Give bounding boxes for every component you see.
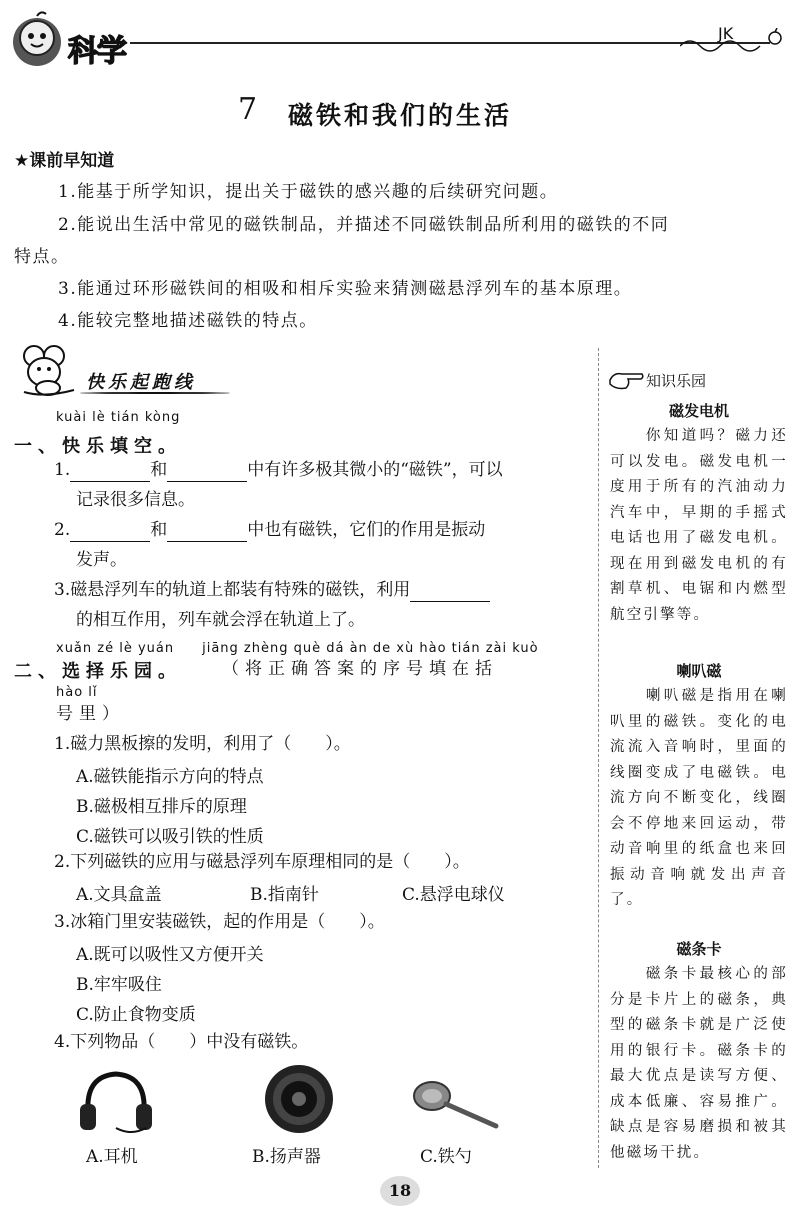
q1-option-b[interactable]: B.磁极相互排斥的原理 <box>76 797 247 817</box>
fill-question-3 <box>54 578 490 602</box>
article-1-body: 你知道吗？磁力还可以发电。磁发电机一度用于所有的汽油动力汽车中，早期的手摇式电话也用了磁发电机。现在用到磁发电机的有割草机、电锯和内燃型航空引擎等。 <box>610 428 788 623</box>
q4-option-a[interactable]: A.耳机 <box>86 1147 138 1167</box>
mouse-mascot-icon <box>14 342 84 401</box>
q2-option-c[interactable]: C.悬浮电球仪 <box>402 885 505 905</box>
q1-blank-2[interactable] <box>167 463 247 482</box>
article-2-heading: 喇叭磁 <box>676 662 722 680</box>
q2-text: 中也有磁铁，它们的作用是振动 <box>247 520 486 540</box>
objective-2-cont: 特点。 <box>14 247 70 267</box>
fill-question-2 <box>54 518 485 542</box>
q1-text: 中有许多极其微小的“磁铁”，可以 <box>247 460 503 480</box>
page-number: 18 <box>380 1176 420 1206</box>
section2-pinyin: xuǎn zé lè yuán jiāng zhèng què dá àn de xù hào tián zài kuò <box>56 641 539 656</box>
article-2-body: 喇叭磁是指用在喇叭里的磁铁。变化的电流流入音响时，里面的线圈变成了电磁铁。电流方向不断变化，线圈会不停地来回运动，带动音响里的纸盒也来回振动音响就发出声音了。 <box>610 688 788 908</box>
sidebar-title: 知识乐园 <box>646 372 707 390</box>
q3-text: 3.磁悬浮列车的轨道上都装有特殊的磁铁，利用 <box>54 580 411 600</box>
header-rule <box>130 42 770 44</box>
q1-option-c[interactable]: C.磁铁可以吸引铁的性质 <box>76 827 264 847</box>
q1-and: 和 <box>150 460 168 480</box>
q2-number: 2. <box>54 520 71 540</box>
start-line-banner: 快乐起跑线 <box>86 372 196 393</box>
choice-question-3: 3.冰箱门里安装磁铁，起的作用是（ ）。 <box>54 912 385 932</box>
q2-and: 和 <box>150 520 168 540</box>
q4-option-c[interactable]: C.铁勺 <box>420 1147 472 1167</box>
fill-question-1 <box>54 458 503 482</box>
article-1-heading: 磁发电机 <box>668 402 729 420</box>
spoon-image <box>410 1074 500 1138</box>
mascot-logo <box>6 8 68 70</box>
objective-2: 2.能说出生活中常见的磁铁制品，并描述不同磁铁制品所利用的磁铁的不同 <box>58 215 670 235</box>
subject-label: 科学 <box>68 34 126 69</box>
header-swirl-icon <box>680 28 790 62</box>
q2-option-a[interactable]: A.文具盒盖 <box>76 885 162 905</box>
article-3-heading: 磁条卡 <box>676 940 722 958</box>
q2-blank-2[interactable] <box>167 523 247 542</box>
section1-pinyin: kuài lè tián kòng <box>56 410 181 425</box>
edition-label: JK <box>718 24 734 43</box>
q3-blank[interactable] <box>410 583 490 602</box>
lesson-title: 磁铁和我们的生活 <box>288 101 513 130</box>
section2-instruction-2: 号里） <box>56 704 125 724</box>
speaker-image <box>262 1062 337 1141</box>
section2-pinyin-2: hào lǐ <box>56 685 98 700</box>
choice-question-1: 1.磁力黑板擦的发明，利用了（ ）。 <box>54 734 351 754</box>
section2-title: 二、选择乐园。 <box>14 661 182 682</box>
q1-blank-1[interactable] <box>70 463 150 482</box>
banner-underline <box>80 392 230 394</box>
q1-number: 1. <box>54 460 71 480</box>
q3-option-b[interactable]: B.牢牢吸住 <box>76 975 162 995</box>
q2-blank-1[interactable] <box>70 523 150 542</box>
choice-question-4: 4.下列物品（ ）中没有磁铁。 <box>54 1032 309 1052</box>
objective-4: 4.能较完整地描述磁铁的特点。 <box>58 311 318 331</box>
headphones-image <box>76 1066 156 1140</box>
choice-question-2: 2.下列磁铁的应用与磁悬浮列车原理相同的是（ ）。 <box>54 852 470 872</box>
objective-1: 1.能基于所学知识，提出关于磁铁的感兴趣的后续研究问题。 <box>58 182 559 202</box>
pointing-hand-icon <box>608 368 644 396</box>
fill-question-2-cont: 发声。 <box>76 550 127 570</box>
q1-option-a[interactable]: A.磁铁能指示方向的特点 <box>76 767 264 787</box>
q2-option-b[interactable]: B.指南针 <box>250 885 319 905</box>
lesson-number: 7 <box>238 92 258 127</box>
preview-heading: ★课前早知道 <box>14 151 115 171</box>
section2-instruction: （将正确答案的序号填在括 <box>222 659 498 679</box>
fill-question-1-cont: 记录很多信息。 <box>76 490 195 510</box>
objective-3: 3.能通过环形磁铁间的相吸和相斥实验来猜测磁悬浮列车的基本原理。 <box>58 279 633 299</box>
section1-title: 一、快乐填空。 <box>14 436 182 457</box>
fill-question-3-cont: 的相互作用，列车就会浮在轨道上了。 <box>76 610 365 630</box>
q3-option-c[interactable]: C.防止食物变质 <box>76 1005 196 1025</box>
column-divider <box>598 348 599 1168</box>
q3-option-a[interactable]: A.既可以吸性又方便开关 <box>76 945 264 965</box>
article-3-body: 磁条卡最核心的部分是卡片上的磁条，典型的磁条卡就是广泛使用的银行卡。磁条卡的最大优点是读写方便、成本低廉、容易推广。缺点是容易磨损和被其他磁场干扰。 <box>610 966 788 1161</box>
q4-option-b[interactable]: B.扬声器 <box>252 1147 321 1167</box>
